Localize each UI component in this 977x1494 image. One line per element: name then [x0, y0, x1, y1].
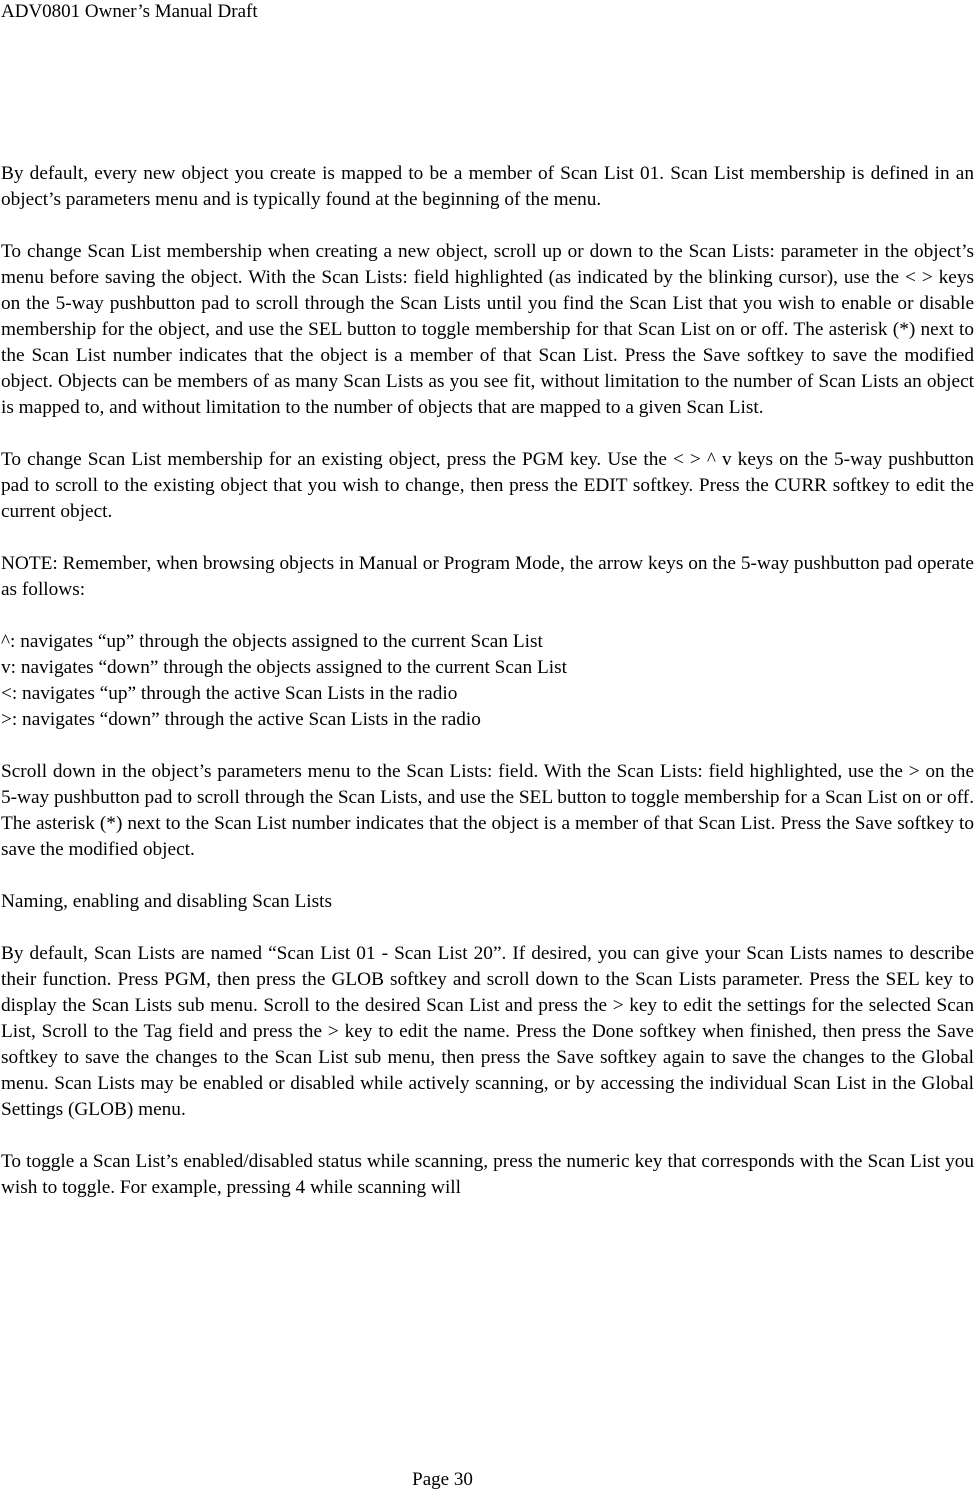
section-heading: Naming, enabling and disabling Scan Lists [1, 891, 332, 912]
document-body [1, 161, 974, 1201]
page-header: ADV0801 Owner’s Manual Draft [1, 1, 258, 22]
key-list-item: ^: navigates “up” through the objects assigned to the current Scan List [1, 631, 543, 652]
paragraph-toggle: To toggle a Scan List’s enabled/disabled status while scanning, press the numeric key that corresponds with the Scan List you wish to toggle. For example, pressing 4 while scanning will [1, 1151, 974, 1198]
key-list-item: <: navigates “up” through the active Scan Lists in the radio [1, 683, 458, 704]
key-list-item: >: navigates “down” through the active Scan Lists in the radio [1, 709, 481, 730]
page-footer [0, 1468, 977, 1492]
paragraph-default-membership: By default, every new object you create is mapped to be a member of Scan List 01. Scan List membership is defined in an object’s parameters menu and is typically found at the beginning of the menu. [1, 163, 974, 210]
paragraph-change-membership-existing: To change Scan List membership for an existing object, press the PGM key. Use the < > ^ v keys on the 5-way pushbutton pad to scroll to the existing object that you wish to change, then press the EDIT softkey. Press the CURR softkey to edit the current object. [1, 449, 974, 522]
paragraph-note: NOTE: Remember, when browsing objects in Manual or Program Mode, the arrow keys on the 5-way pushbutton pad operate as follows: [1, 553, 974, 600]
arrow-key-list [1, 629, 974, 733]
paragraph-naming: By default, Scan Lists are named “Scan List 01 - Scan List 20”. If desired, you can give your Scan Lists names to describe their function. Press PGM, then press the GLOB softkey and scroll down to the Scan Lists parameter. Press the SEL key to display the Scan Lists sub menu. Scroll to the desired Scan List and press the > key to edit the settings for the selected Scan List, Scroll to the Tag field and press the > key to edit the name. Press the Done softkey when finished, then press the Save softkey to save the changes to the Scan List sub menu, then press the Save softkey again to save the changes to the Global menu. Scan Lists may be enabled or disabled while actively scanning, or by accessing the individual Scan List in the Global Settings (GLOB) menu. [1, 943, 974, 1120]
paragraph-scroll-down: Scroll down in the object’s parameters menu to the Scan Lists: field. With the Scan Lists: field highlighted, use the > on the 5-way pushbutton pad to scroll through the Scan Lists, and use the SEL button to toggle membership for a Scan List on or off. The asterisk (*) next to the Scan List number indicates that the object is a member of that Scan List. Press the Save softkey to save the modified object. [1, 761, 975, 860]
page-number: Page 30 [412, 1469, 473, 1490]
key-list-item: v: navigates “down” through the objects assigned to the current Scan List [1, 657, 567, 678]
paragraph-change-membership-new: To change Scan List membership when creating a new object, scroll up or down to the Scan Lists: parameter in the object’s menu before saving the object. With the Scan Lists: field highlighted (as indicated by the blinking cursor), use the < > keys on the 5-way pushbutton pad to scroll through the Scan Lists until you find the Scan List that you wish to enable or disable membership for the object, and use the SEL button to toggle membership for that Scan List on or off. The asterisk (*) next to the Scan List number indicates that the object is a member of that Scan List. Press the Save softkey to save the modified object. Objects can be members of as many Scan Lists as you see fit, without limitation to the number of Scan Lists an object is mapped to, and without limitation to the number of objects that are mapped to a given Scan List. [1, 241, 974, 418]
